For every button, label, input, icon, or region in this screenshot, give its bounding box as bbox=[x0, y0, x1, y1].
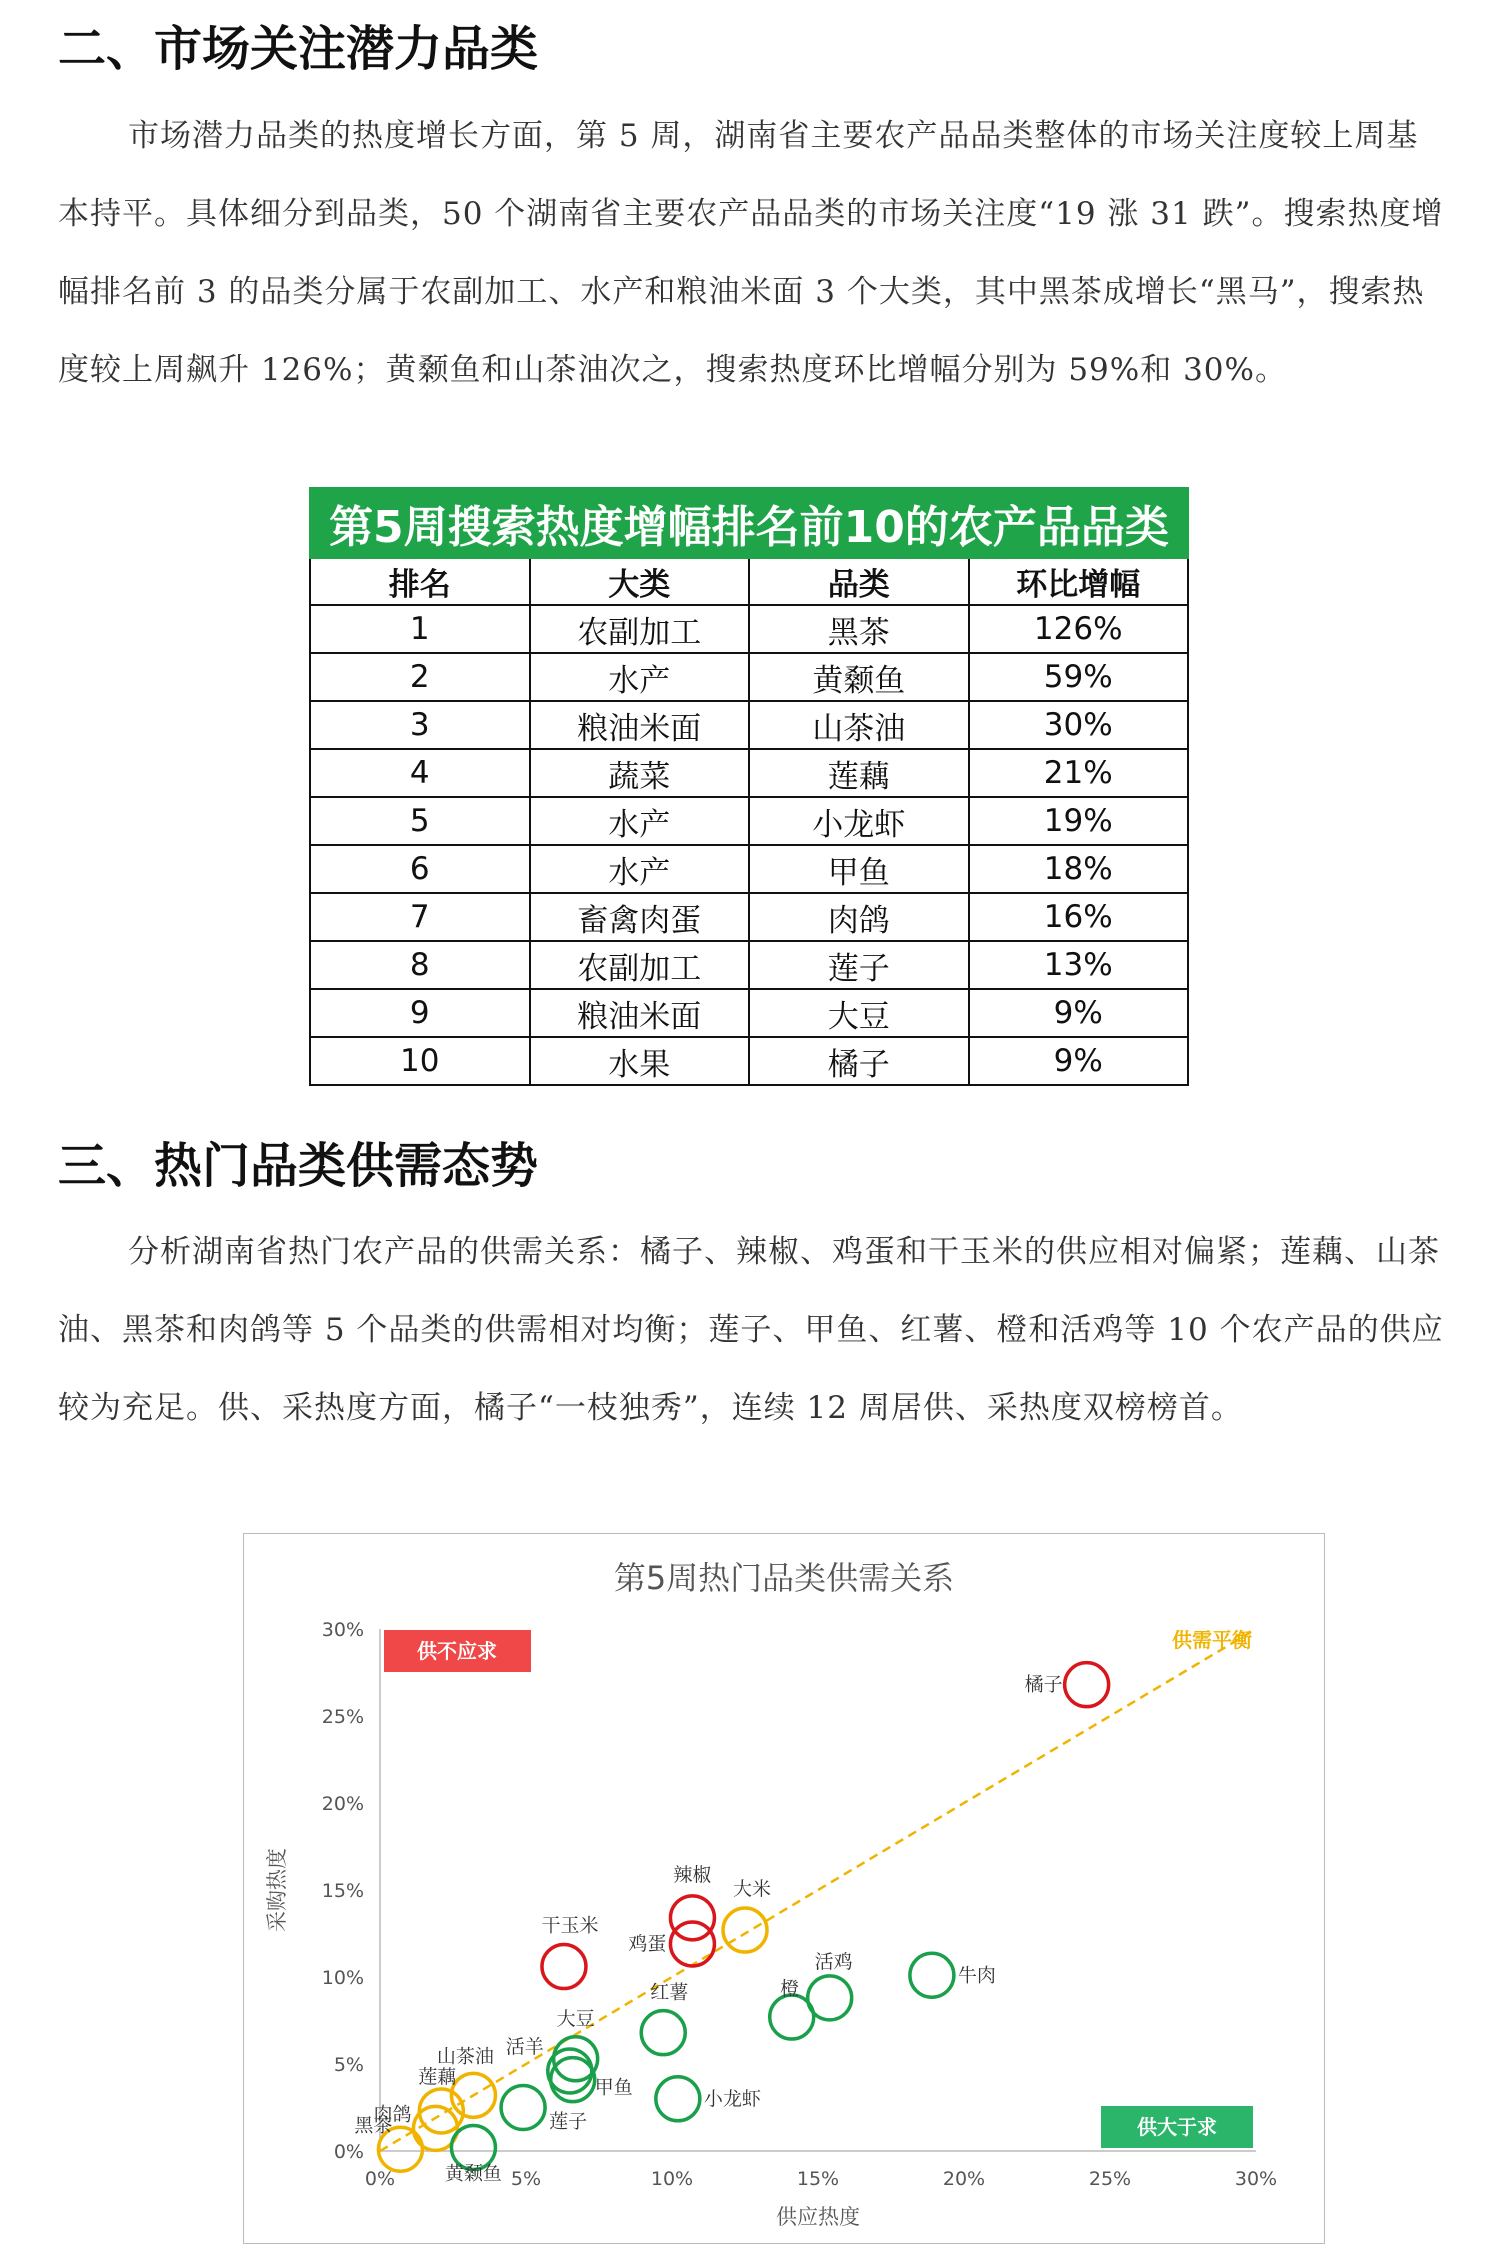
table-cell: 甲鱼 bbox=[749, 845, 969, 893]
table-cell: 小龙虾 bbox=[749, 797, 969, 845]
point-label: 大豆 bbox=[556, 2007, 595, 2030]
balance-line bbox=[380, 1629, 1256, 2151]
point-label: 小龙虾 bbox=[703, 2087, 761, 2110]
x-tick-label: 0% bbox=[364, 2168, 396, 2190]
table-cell: 13% bbox=[969, 941, 1189, 989]
section3-paragraph: 分析湖南省热门农产品的供需关系：橘子、辣椒、鸡蛋和干玉米的供应相对偏紧；莲藕、山茶油、黑茶和肉鸽等 5 个品类的供需相对均衡；莲子、甲鱼、红薯、橙和活鸡等 10 个农产品的供应较为充足。供、采热度方面，橘子“一枝独秀”，连续 12 周居供、采热度双榜榜首。 bbox=[58, 1234, 1444, 1426]
badge-surplus-label: 供大于求 bbox=[1137, 2115, 1217, 2139]
section2-heading: 二、市场关注潜力品类 bbox=[58, 21, 539, 77]
table-cell: 19% bbox=[969, 797, 1189, 845]
point-tight bbox=[1065, 1663, 1109, 1707]
y-tick-label: 15% bbox=[321, 1880, 364, 1902]
supply-demand-chart bbox=[243, 1533, 1325, 2244]
table-cell: 黑茶 bbox=[749, 605, 969, 653]
table-cell: 农副加工 bbox=[530, 605, 750, 653]
point-label: 甲鱼 bbox=[594, 2076, 633, 2099]
table-row bbox=[310, 845, 1188, 893]
table-cell: 59% bbox=[969, 653, 1189, 701]
table-cell: 水产 bbox=[530, 797, 750, 845]
table-cell: 大豆 bbox=[749, 989, 969, 1037]
table-cell: 黄颡鱼 bbox=[749, 653, 969, 701]
table-cell: 山茶油 bbox=[749, 701, 969, 749]
point-label: 大米 bbox=[732, 1878, 772, 1901]
point-label: 莲子 bbox=[549, 2110, 588, 2133]
point-ample bbox=[910, 1953, 954, 1997]
x-tick-label: 15% bbox=[796, 2168, 840, 2190]
y-tick-label: 25% bbox=[321, 1706, 364, 1728]
point-balanced bbox=[723, 1908, 767, 1952]
point-label: 橘子 bbox=[1024, 1673, 1063, 1696]
point-tight bbox=[670, 1922, 714, 1966]
point-label: 辣椒 bbox=[673, 1863, 712, 1886]
table-cell: 8 bbox=[310, 941, 530, 989]
y-tick-label: 10% bbox=[321, 1967, 364, 1989]
table-cell: 水果 bbox=[530, 1037, 750, 1085]
table-cell: 粮油米面 bbox=[530, 989, 750, 1037]
table-cell: 3 bbox=[310, 701, 530, 749]
top10-table bbox=[309, 487, 1189, 1086]
table-header-row bbox=[310, 558, 1188, 605]
point-label: 红薯 bbox=[650, 1981, 689, 2004]
table-header: 排名 bbox=[310, 558, 530, 605]
x-tick-label: 30% bbox=[1234, 2168, 1278, 2190]
table-cell: 5 bbox=[310, 797, 530, 845]
table-row bbox=[310, 989, 1188, 1037]
table-cell: 9% bbox=[969, 989, 1189, 1037]
badge-shortage-label: 供不应求 bbox=[417, 1639, 497, 1663]
table-cell: 18% bbox=[969, 845, 1189, 893]
table-row bbox=[310, 749, 1188, 797]
table-title: 第5周搜索热度增幅排名前10的农产品品类 bbox=[310, 488, 1188, 558]
table-cell: 水产 bbox=[530, 845, 750, 893]
point-label: 黄颡鱼 bbox=[444, 2162, 502, 2185]
point-tight bbox=[670, 1896, 714, 1940]
table-cell: 橘子 bbox=[749, 1037, 969, 1085]
table-row bbox=[310, 893, 1188, 941]
table-cell: 4 bbox=[310, 749, 530, 797]
section2-paragraph: 市场潜力品类的热度增长方面，第 5 周，湖南省主要农产品品类整体的市场关注度较上周基本持平。具体细分到品类，50 个湖南省主要农产品品类的市场关注度“19 涨 31 跌”。搜索热度增幅排名前 3 的品类分属于农副加工、水产和粮油米面 3 个大类，其中黑茶成增长“黑马”，搜索热度较上周飙升 126%；黄颡鱼和山茶油次之，搜索热度环比增幅分别为 59%和 30%。 bbox=[58, 118, 1444, 388]
table-row bbox=[310, 653, 1188, 701]
point-label: 橙 bbox=[780, 1978, 800, 2001]
table-cell: 粮油米面 bbox=[530, 701, 750, 749]
x-tick-label: 5% bbox=[510, 2168, 542, 2190]
table-cell: 7 bbox=[310, 893, 530, 941]
table-cell: 畜禽肉蛋 bbox=[530, 893, 750, 941]
table-cell: 1 bbox=[310, 605, 530, 653]
table-cell: 9% bbox=[969, 1037, 1189, 1085]
point-label: 黑茶 bbox=[354, 2114, 393, 2137]
table-row bbox=[310, 941, 1188, 989]
table-cell: 16% bbox=[969, 893, 1189, 941]
point-tight bbox=[542, 1945, 586, 1989]
table-cell: 30% bbox=[969, 701, 1189, 749]
table-row bbox=[310, 605, 1188, 653]
point-ample bbox=[770, 1995, 814, 2039]
y-tick-label: 5% bbox=[333, 2054, 364, 2076]
chart-title: 第5周热门品类供需关系 bbox=[613, 1559, 955, 1597]
point-label: 山茶油 bbox=[436, 2045, 494, 2068]
table-cell: 10 bbox=[310, 1037, 530, 1085]
point-ample bbox=[501, 2086, 545, 2130]
x-axis-label: 供应热度 bbox=[776, 2205, 860, 2229]
x-tick-label: 25% bbox=[1088, 2168, 1132, 2190]
point-label: 莲藕 bbox=[418, 2065, 457, 2088]
point-label: 牛肉 bbox=[957, 1964, 996, 1987]
point-ample bbox=[641, 2011, 685, 2055]
table-cell: 9 bbox=[310, 989, 530, 1037]
y-axis-label: 采购热度 bbox=[265, 1848, 289, 1932]
point-ample bbox=[656, 2077, 700, 2121]
balance-line-label: 供需平衡 bbox=[1172, 1628, 1252, 1652]
y-tick-label: 0% bbox=[333, 2141, 364, 2163]
table-row bbox=[310, 797, 1188, 845]
table-cell: 水产 bbox=[530, 653, 750, 701]
table-row bbox=[310, 1037, 1188, 1085]
table-cell: 蔬菜 bbox=[530, 749, 750, 797]
table-cell: 农副加工 bbox=[530, 941, 750, 989]
table-cell: 2 bbox=[310, 653, 530, 701]
y-tick-label: 30% bbox=[321, 1619, 364, 1641]
point-label: 鸡蛋 bbox=[628, 1932, 667, 1955]
table-cell: 126% bbox=[969, 605, 1189, 653]
point-label: 活鸡 bbox=[814, 1950, 853, 1973]
point-label: 干玉米 bbox=[541, 1914, 599, 1937]
table-cell: 莲子 bbox=[749, 941, 969, 989]
table-header: 品类 bbox=[749, 558, 969, 605]
table-row bbox=[310, 701, 1188, 749]
chart-svg bbox=[244, 1534, 1324, 2243]
point-label: 肉鸽 bbox=[373, 2103, 412, 2126]
x-tick-label: 20% bbox=[942, 2168, 986, 2190]
table-cell: 肉鸽 bbox=[749, 893, 969, 941]
table-cell: 莲藕 bbox=[749, 749, 969, 797]
table-header: 环比增幅 bbox=[969, 558, 1189, 605]
section3-heading: 三、热门品类供需态势 bbox=[58, 1138, 539, 1194]
table-header: 大类 bbox=[530, 558, 750, 605]
table-cell: 6 bbox=[310, 845, 530, 893]
x-tick-label: 10% bbox=[650, 2168, 694, 2190]
point-label: 活羊 bbox=[505, 2035, 544, 2058]
table-cell: 21% bbox=[969, 749, 1189, 797]
y-tick-label: 20% bbox=[321, 1793, 364, 1815]
